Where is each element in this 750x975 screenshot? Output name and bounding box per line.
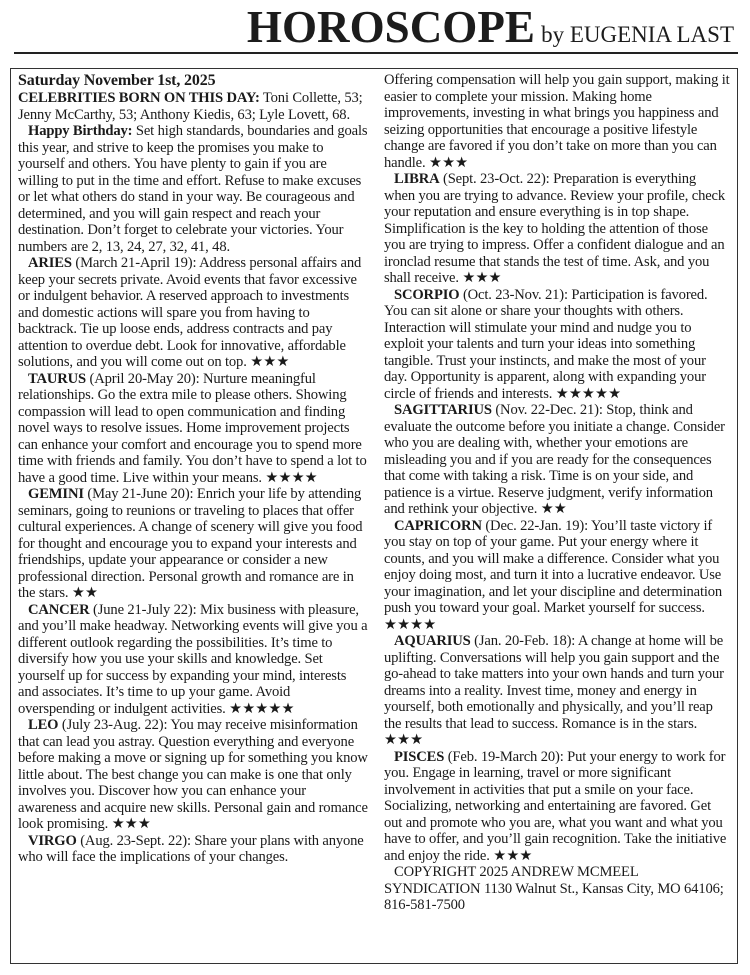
sign-text: Put your energy to work for you. Engage in learning, travel or more significant involvement in activities that put a smile on your face. Socializing, networking and entertaining are favored. Get out and promote who you are, what you want and what you have to offer, and you’ll gain recognition. Take the initiative and enjoy the ride. [384, 748, 727, 864]
star-rating: ★★★★★ [229, 700, 295, 717]
sign-text: Offering compensation will help you gain support, making it easier to complete your mission. Making home improvements, investing in what brings you happiness and seizing opportunities that encourage a positive lifestyle change are favored if you don’t take on more than you can handle. [384, 72, 730, 171]
star-rating: ★★★ [493, 847, 533, 864]
star-rating: ★★★ [250, 354, 290, 370]
sign-text: Stop, think and evaluate the outcome before you initiate a change. Consider who you are dealing with, whether your emotions are misleading you and if you are ready for the consequences that come with taking a risk. Time is on your side, and patience is a virtue. Reserve judgment, verify information and rethink your objective. [384, 402, 725, 517]
sign-sagittarius [384, 402, 730, 518]
sign-text: You’ll taste victory if you stay on top of your game. Put your energy where it counts, and you will make a difference. Consider what you enjoy doing most, and turn it into a lucrative endeavor. Use your imagination, and let your discipline and determination push you toward your goal. Market yourself for success. [384, 517, 723, 616]
sign-aquarius [384, 633, 730, 749]
sign-text: Enrich your life by attending seminars, going to reunions or traveling to places that offer cultural experiences. A change of scenery will give you food for thought and encourage you to expand your interests and friendships, update your appearance or consider a new professional direction. Personal growth and romance are in the stars. [18, 486, 363, 601]
sign-text: Mix business with pleasure, and you’ll make headway. Networking events will give you a different outlook regarding the possibilities. It’s time to diversify how you use your skills and knowledge. Set yourself up for success by expanding your mind, interests and associates. It’s time to up your game. Avoid overspending or indulgent activities. [18, 601, 368, 717]
left-column [18, 72, 368, 866]
sign-name: GEMINI [28, 486, 84, 502]
sign-text: Address personal affairs and keep your secrets private. Avoid events that favor excessive or indulgent behavior. A reserved approach to investments and domestic actions will spare you from having to backtrack. Tie up loose ends, address contracts and pay attention to overdue debt. Look for innovative, affordable solutions, and you will come out on top. [18, 255, 362, 370]
sign-leo [18, 717, 368, 833]
star-rating: ★★★ [111, 816, 151, 832]
sign-name: TAURUS [28, 370, 87, 387]
birthday-text: Set high standards, boundaries and goals this year, and strive to keep the promises you make to yourself and others. You have plenty to gain if you are willing to put in the time and effort. Refuse to make excuses or let what others do stand in your way. Be courageous and determined, and you will gain respect and reach your destination. Don’t forget to celebrate your victories. Your numbers are 2, 13, 24, 27, 32, 41, 48. [18, 123, 368, 255]
sign-dates: (May 21-June 20): [83, 486, 194, 502]
star-rating: ★★★ [384, 732, 424, 748]
sign-dates: (Jan. 20-Feb. 18): [470, 633, 576, 649]
sign-dates: (Feb. 19-March 20): [444, 748, 564, 765]
sign-capricorn [384, 518, 730, 634]
sign-dates: (Nov. 22-Dec. 21): [491, 402, 603, 418]
sign-name: PISCES [394, 748, 445, 765]
sign-dates: (Aug. 23-Sept. 22): [76, 832, 191, 849]
sign-pisces [384, 749, 730, 865]
sign-virgo [18, 833, 368, 866]
sign-name: VIRGO [28, 832, 77, 849]
celebrities-label: CELEBRITIES BORN ON THIS DAY: [18, 90, 260, 106]
sign-text: A change at home will be uplifting. Conversations will help you gain support and the go-ahead to take matters into your own hands and turn your dreams into a reality. Invest time, money and energy in yourself, both emotionally and physically, and you’ll reap the results that lead to success. Romance is in the stars. [384, 633, 724, 732]
sign-name: CAPRICORN [394, 517, 482, 534]
sign-name: SAGITTARIUS [394, 402, 492, 418]
birthday-paragraph [18, 123, 368, 255]
star-rating: ★★★★★ [555, 385, 622, 402]
sign-name: LIBRA [394, 171, 440, 187]
date-heading: Saturday November 1st, 2025 [18, 72, 216, 89]
sign-dates: (Dec. 22-Jan. 19): [481, 517, 589, 534]
sign-dates: (June 21-July 22): [89, 601, 197, 618]
sign-taurus [18, 371, 368, 487]
celebrities-text: Toni Collette, 53; Jenny McCarthy, 53; Anthony Kiedis, 63; Lyle Lovett, 68. [18, 90, 363, 123]
sign-aries [18, 255, 368, 371]
sign-text: Nurture meaningful relationships. Go the extra mile to please others. Showing compassion will lead to open communication and finding novel ways to resolve issues. Home improvement projects can enhance your comfort and encourage you to spend more time with friends and family. You don’t have to spend a lot to have a good time. Live within your means. [18, 370, 367, 486]
copyright-notice: COPYRIGHT 2025 ANDREW MCMEEL SYNDICATION 1130 Walnut St., Kansas City, MO 64106; 816-581-7500 [384, 864, 724, 913]
sign-dates: (July 23-Aug. 22): [58, 717, 168, 733]
sign-text: You may receive misinformation that can lead you astray. Question everything and everyone before making a move or signing up for something you know little about. The best change you can make is one that only involves you. Discover how you can enhance your awareness and acquire new skills. Personal gain and romance look promising. [18, 717, 368, 832]
byline: by EUGENIA LAST [541, 22, 734, 47]
sign-name: AQUARIUS [394, 633, 471, 649]
sign-text: Participation is favored. You can sit alone or share your thoughts with others. Interaction will stimulate your mind and nudge you to exploit your talents and turn your ideas into something tangible. Trust your instincts, and make the most of your day. Opportunity is apparent, along with expanding your circle of friends and interests. [384, 286, 708, 402]
star-rating: ★★★ [462, 270, 502, 286]
sign-dates: (Oct. 23-Nov. 21): [459, 286, 568, 303]
birthday-label: Happy Birthday: [28, 123, 133, 139]
star-rating: ★★ [540, 501, 567, 517]
sign-cancer [18, 602, 368, 718]
masthead [14, 0, 738, 54]
page-title: HOROSCOPE [247, 1, 536, 52]
sign-text: Share your plans with anyone who will face the implications of your changes. [18, 832, 364, 865]
sign-name: CANCER [28, 601, 90, 618]
sign-scorpio [384, 287, 730, 403]
sign-name: ARIES [28, 255, 72, 271]
right-column [384, 72, 730, 914]
sign-virgo-continued [384, 72, 730, 171]
star-rating: ★★★ [429, 154, 469, 171]
sign-name: SCORPIO [394, 286, 460, 303]
sign-libra [384, 171, 730, 287]
star-rating: ★★★★ [384, 616, 437, 633]
sign-dates: (April 20-May 20): [86, 370, 200, 387]
sign-name: LEO [28, 717, 59, 733]
celebrities-paragraph [18, 90, 368, 123]
star-rating: ★★ [71, 585, 99, 601]
masthead-inner [241, 1, 734, 52]
sign-dates: (Sept. 23-Oct. 22): [439, 171, 550, 187]
sign-dates: (March 21-April 19): [71, 255, 197, 271]
sign-gemini [18, 486, 368, 602]
star-rating: ★★★★ [265, 469, 318, 486]
sign-text: Preparation is everything when you are trying to advance. Review your profile, check your reputation and ensure everything is in top shape. Simplification is the key to holding the attention of those you are trying to impress. Offer a confident dialogue and an ironclad resume that stands the test of time. Ask, and you shall receive. [384, 171, 726, 286]
